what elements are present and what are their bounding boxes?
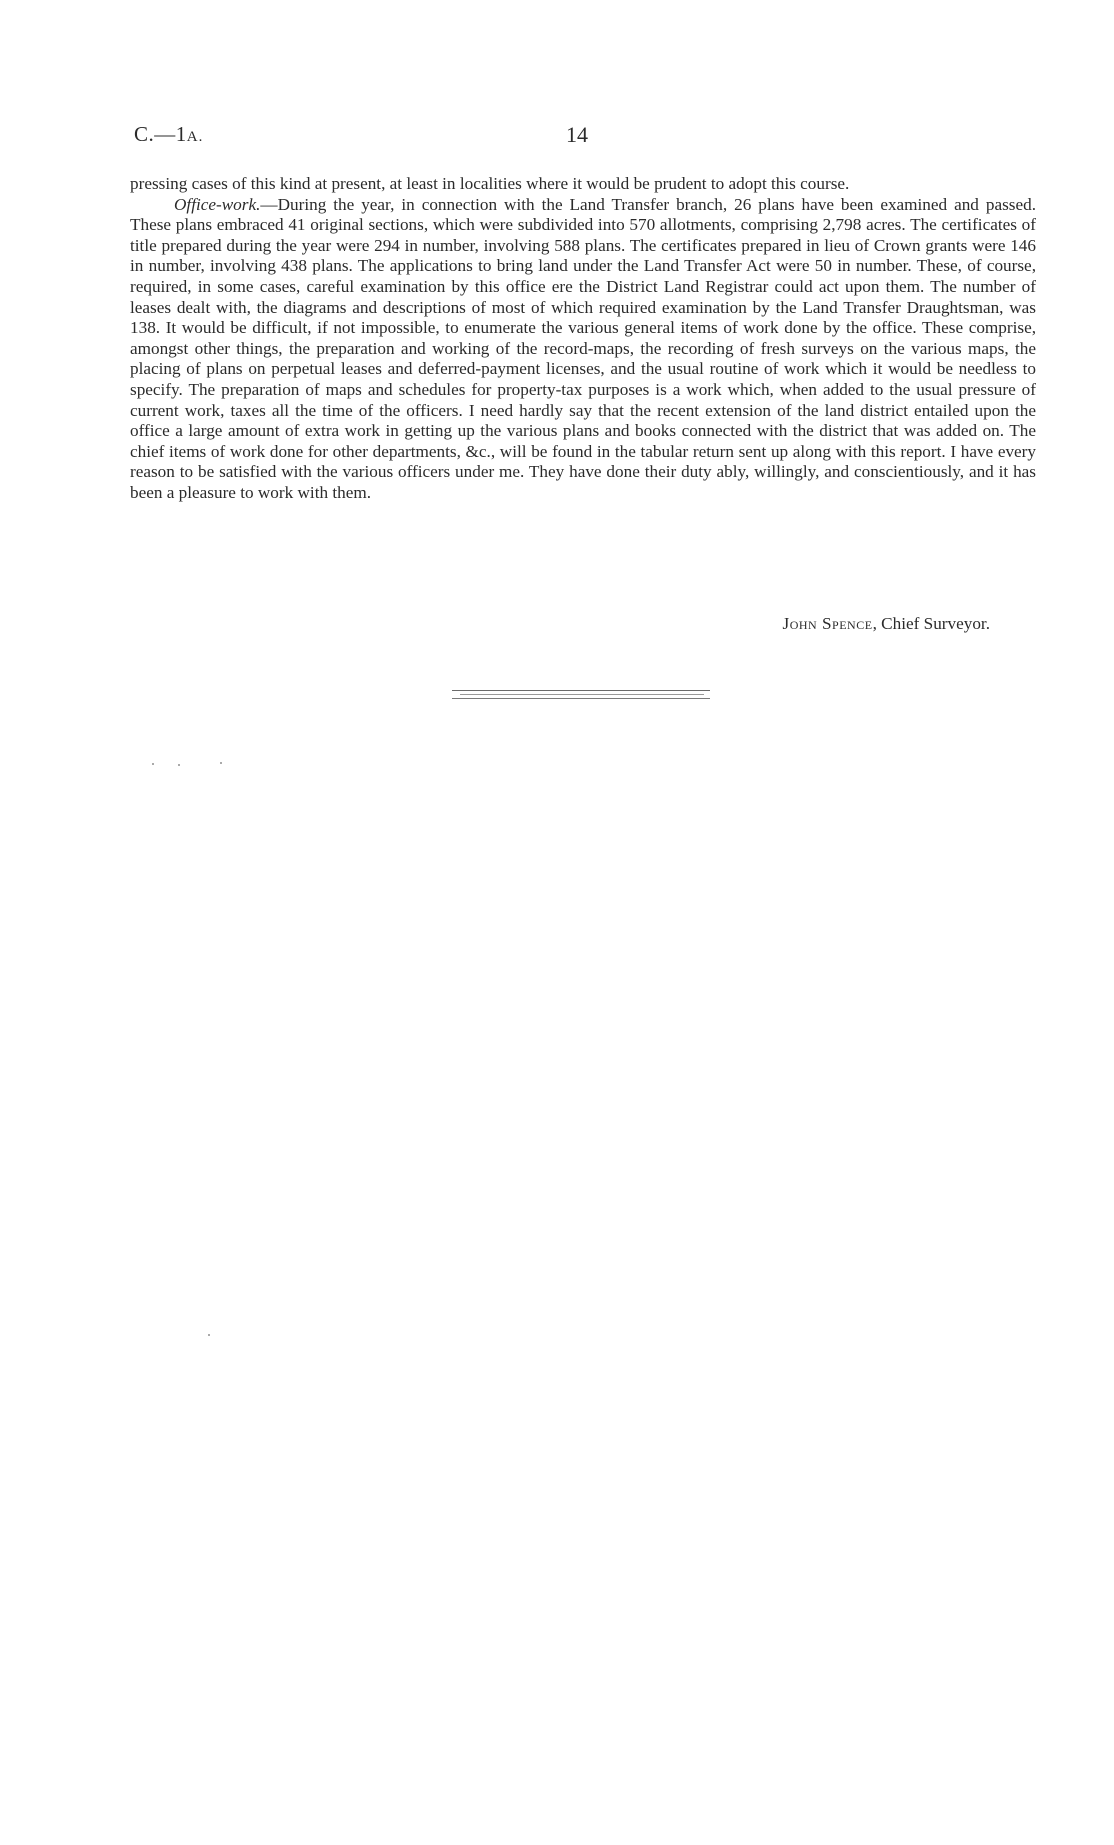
signature-title: , Chief Surveyor. <box>872 614 990 633</box>
page-number: 14 <box>566 122 588 147</box>
section-divider-rule <box>452 698 710 699</box>
reference-suffix: A. <box>186 129 204 145</box>
scan-speck <box>152 763 154 765</box>
paragraph-lead-heading: Office-work. <box>174 194 261 214</box>
paragraph-office-work <box>130 195 1036 504</box>
reference-main: C.—1 <box>134 122 187 146</box>
scan-speck <box>220 762 222 764</box>
paragraph-office-work-text: —During the year, in connection with the Land Transfer branch, 26 plans have been examined and passed. These plans embraced 41 original sections, which were subdivided into 570 allotments, comprising 2,798 acres. The certificates of title prepared during the year were 294 in number, involving 588 plans. The certificates prepared in lieu of Crown grants were 146 in number, involving 438 plans. The applications to bring land under the Land Transfer Act were 50 in number. These, of course, required, in some cases, careful examination by this office ere the District Land Registrar could act upon them. The number of leases dealt with, the diagrams and descriptions of most of which required examination by the Land Transfer Draughtsman, was 138. It would be difficult, if not impossible, to enumerate the various general items of work done by the office. These comprise, amongst other things, the preparation and working of the record-maps, the recording of fresh surveys on the various maps, the placing of plans on perpetual leases and deferred-payment licenses, and the usual routine of work which it would be needless to specify. The preparation of maps and schedules for property-tax purposes is a work which, when added to the usual pressure of current work, taxes all the time of the officers. I need hardly say that the recent extension of the land district entailed upon the office a large amount of extra work in getting up the various plans and books connected with the district that was added on. The chief items of work done for other departments, &c., will be found in the tabular return sent up along with this report. I have every reason to be satisfied with the various officers under me. They have done their duty ably, willingly, and conscientiously, and it has been a pleasure to work with them. <box>130 194 1036 502</box>
scan-speck <box>178 764 180 766</box>
signature-name: John Spence <box>782 614 873 633</box>
parliamentary-paper-reference <box>134 122 203 147</box>
scan-speck <box>208 1334 210 1336</box>
section-divider-rule <box>452 690 710 691</box>
section-divider-rule <box>460 694 704 695</box>
body-text <box>130 174 1036 504</box>
paragraph-continuation: pressing cases of this kind at present, at least in localities where it would be prudent to adopt this course. <box>130 174 850 193</box>
signature-line <box>783 614 990 635</box>
